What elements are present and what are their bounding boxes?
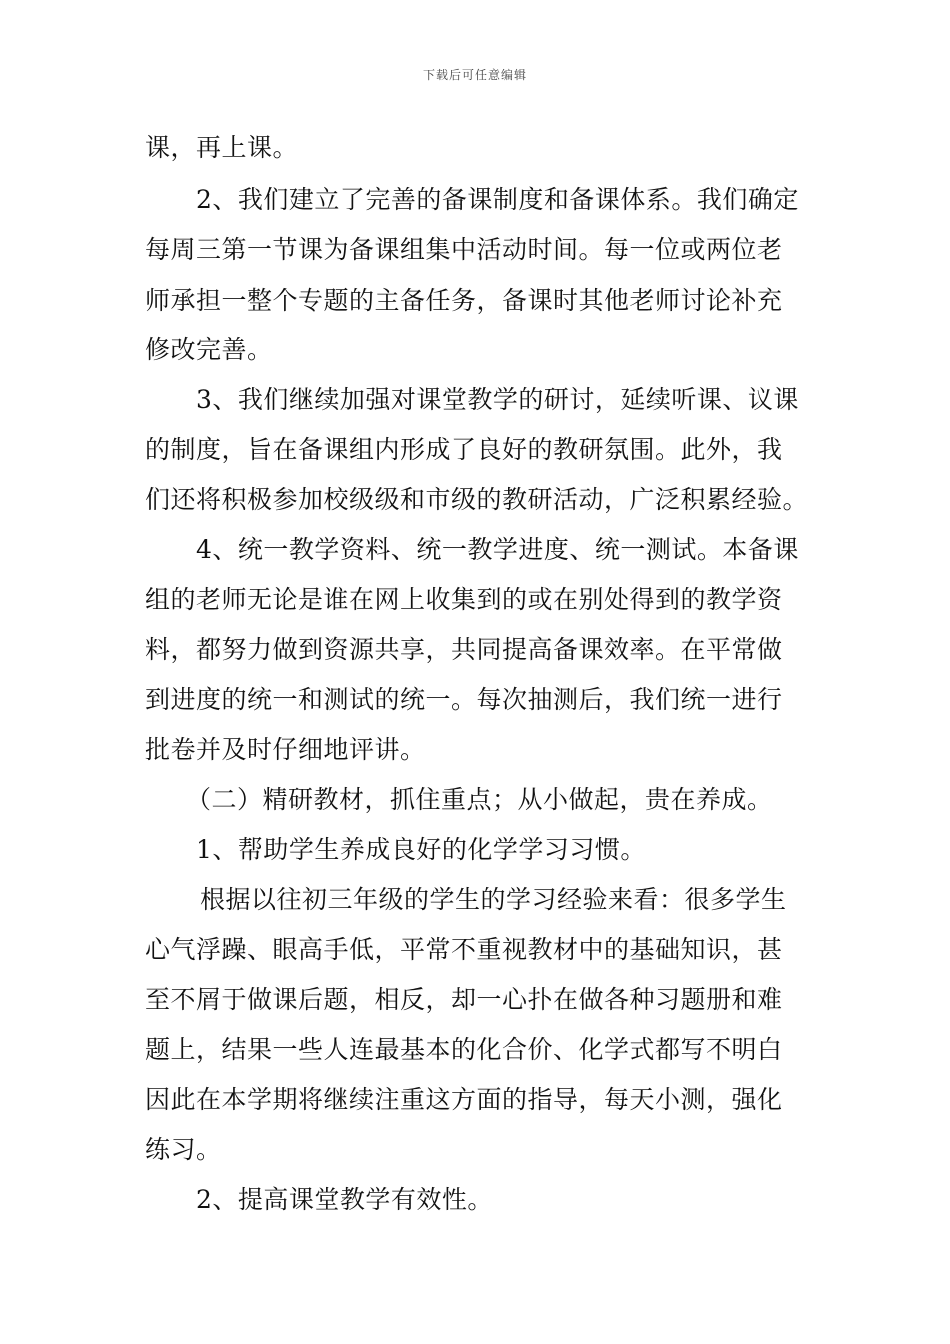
body-line: 练习。 xyxy=(145,1135,222,1164)
header-note: 下载后可任意编辑 xyxy=(422,68,527,82)
body-line: 3、我们继续加强对课堂教学的研讨，延续听课、议课 xyxy=(196,385,799,414)
body-line: 根据以往初三年级的学生的学习经验来看：很多学生 xyxy=(200,885,787,914)
body-line: 组的老师无论是谁在网上收集到的或在别处得到的教学资 xyxy=(145,585,783,614)
body-line: 至不屑于做课后题，相反，却一心扑在做各种习题册和难 xyxy=(145,985,783,1014)
body-line: 的制度，旨在备课组内形成了良好的教研氛围。此外，我 xyxy=(145,435,783,464)
body-line: 4、统一教学资料、统一教学进度、统一测试。本备课 xyxy=(196,535,799,564)
body-line: 批卷并及时仔细地评讲。 xyxy=(145,735,426,764)
body-line: 们还将积极参加校级级和市级的教研活动，广泛积累经验。 xyxy=(145,485,809,514)
section-heading: （二）精研教材，抓住重点；从小做起，贵在养成。 xyxy=(186,785,773,814)
body-line: 料，都努力做到资源共享，共同提高备课效率。在平常做 xyxy=(145,635,783,664)
body-line: 1、帮助学生养成良好的化学学习习惯。 xyxy=(196,835,646,864)
body-line: 题上，结果一些人连最基本的化合价、化学式都写不明白 xyxy=(145,1035,783,1064)
body-line: 修改完善。 xyxy=(145,335,273,364)
body-line: 2、我们建立了完善的备课制度和备课体系。我们确定 xyxy=(196,185,799,214)
body-line: 心气浮躁、眼高手低，平常不重视教材中的基础知识，甚 xyxy=(145,935,783,964)
body-line: 因此在本学期将继续注重这方面的指导，每天小测，强化 xyxy=(145,1085,783,1114)
body-line: 每周三第一节课为备课组集中活动时间。每一位或两位老 xyxy=(145,235,783,264)
body-line: 到进度的统一和测试的统一。每次抽测后，我们统一进行 xyxy=(145,685,783,714)
body-line: 师承担一整个专题的主备任务，备课时其他老师讨论补充 xyxy=(145,286,783,315)
body-line: 2、提高课堂教学有效性。 xyxy=(196,1185,493,1214)
body-line: 课，再上课。 xyxy=(145,133,299,162)
